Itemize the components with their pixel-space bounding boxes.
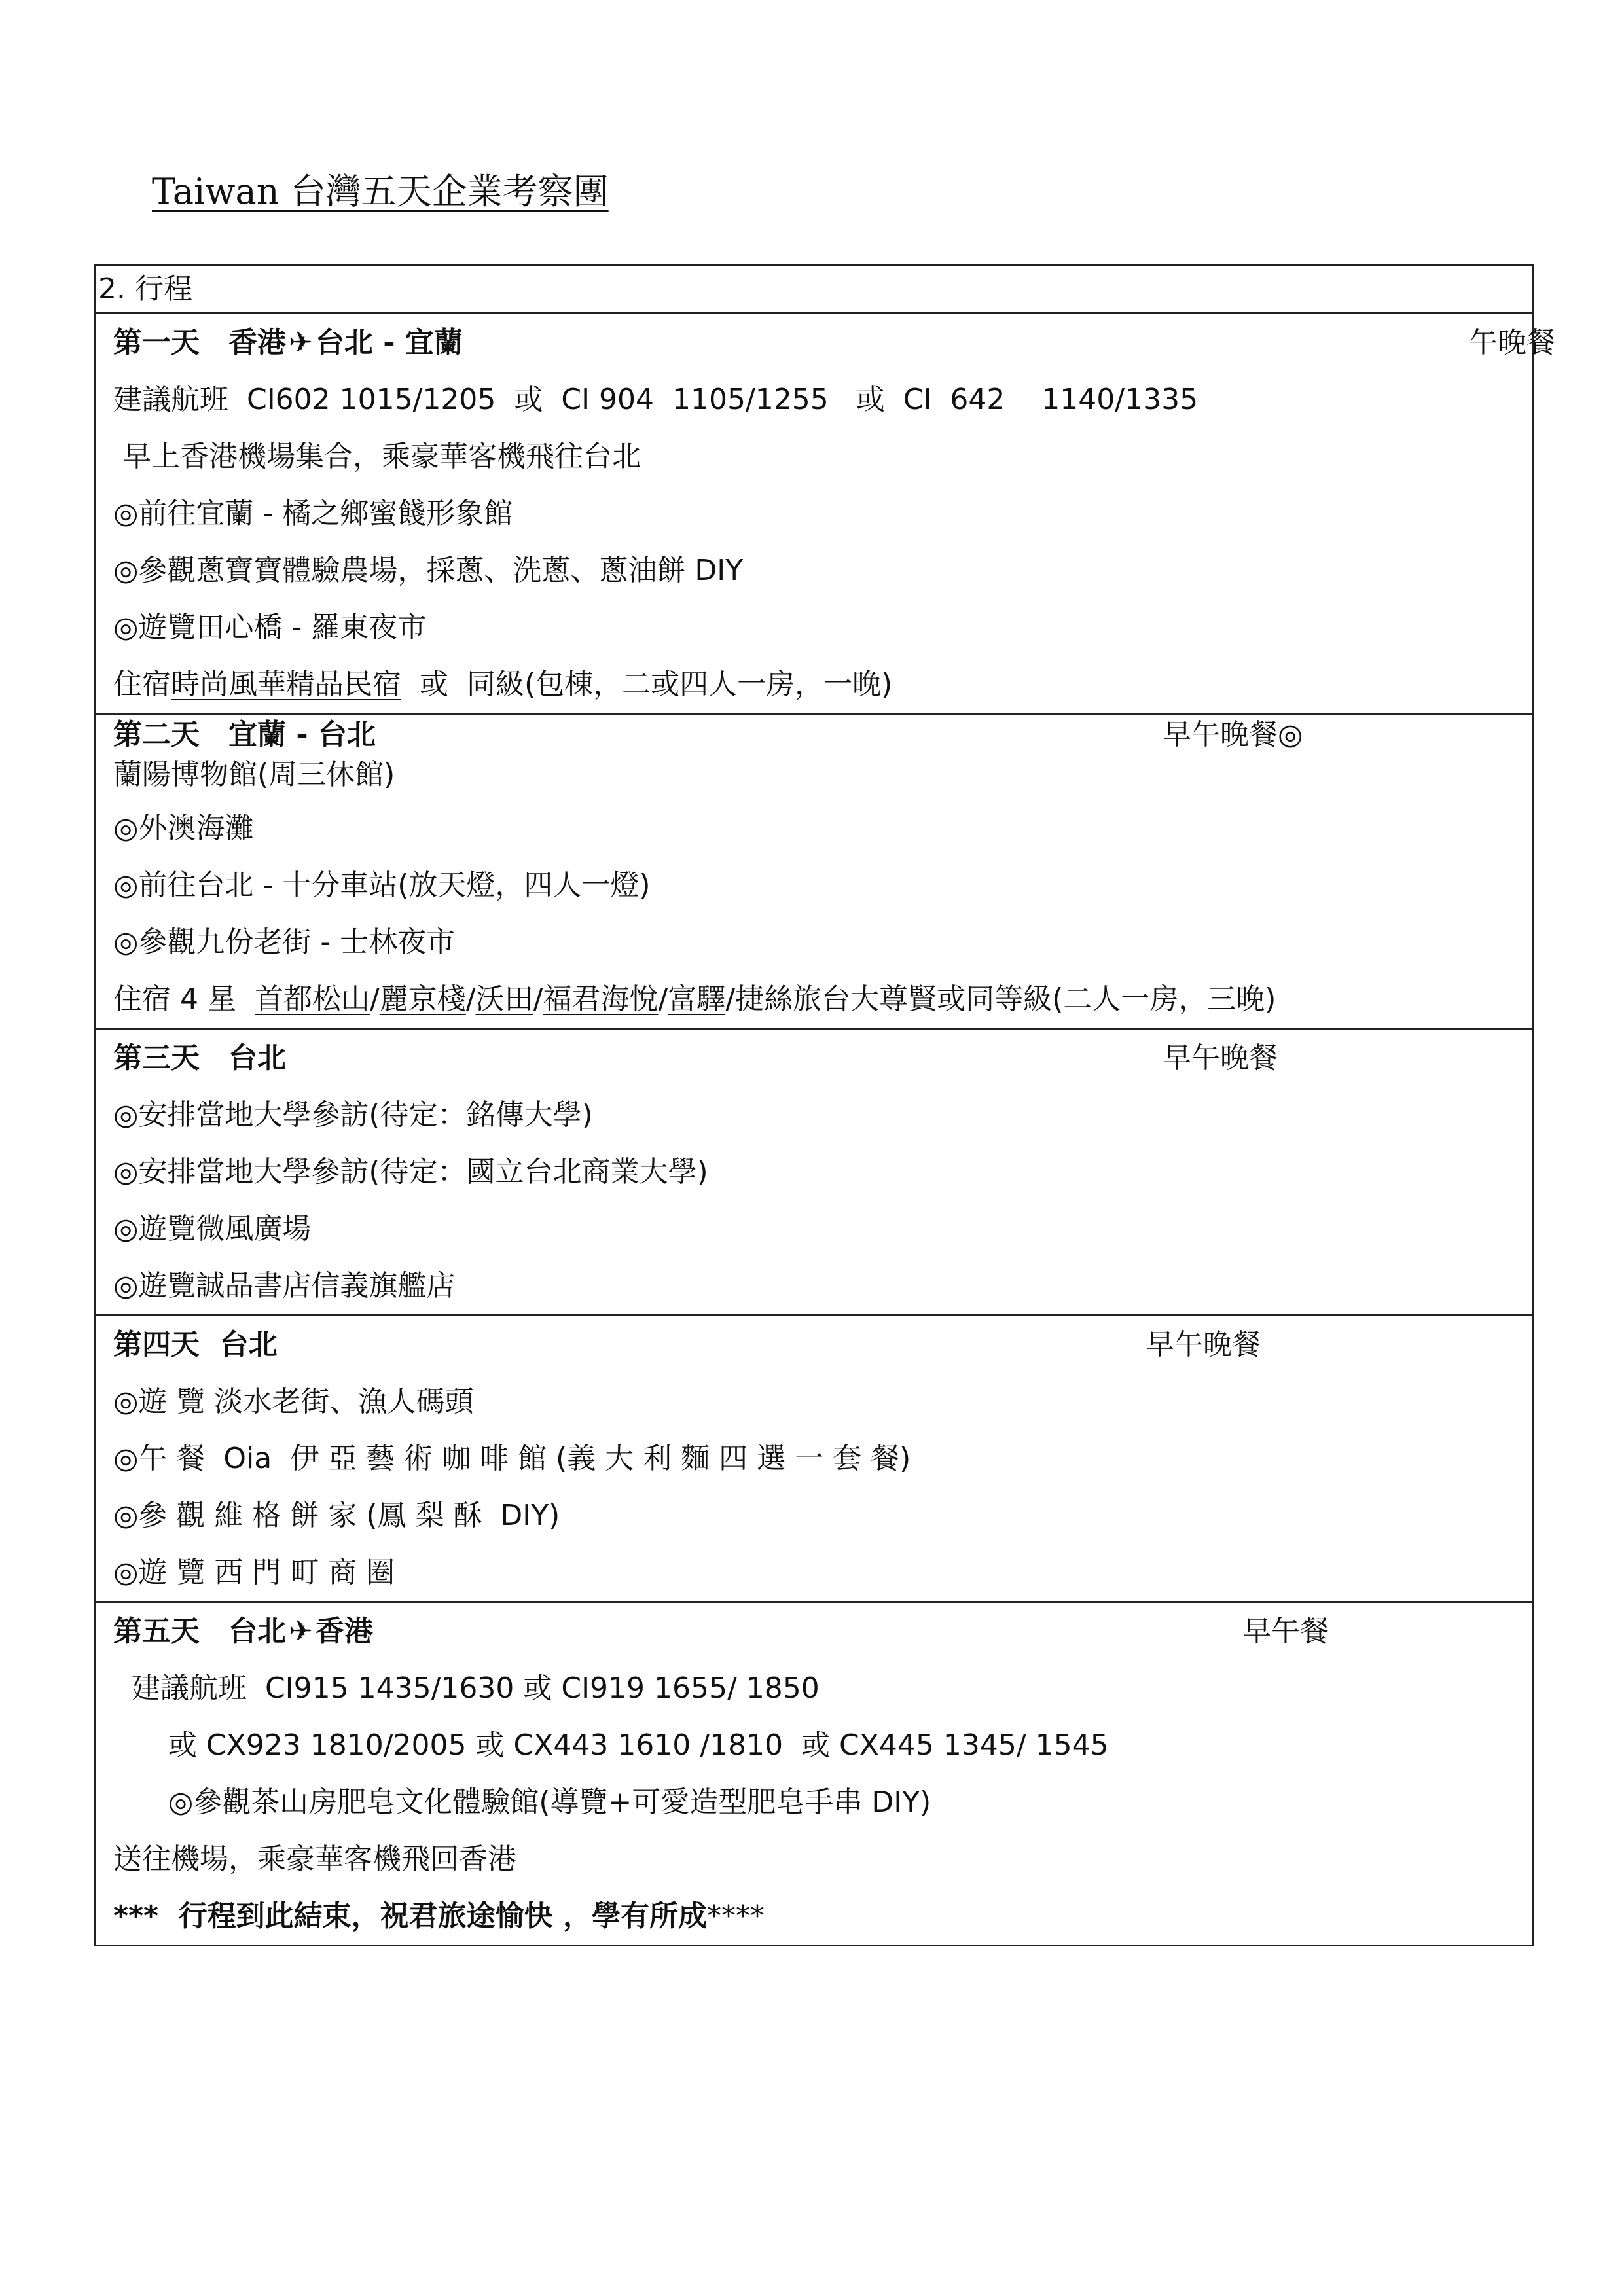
day-3 [96,1030,1532,1316]
closing-text: *** 行程到此結束，祝君旅途愉快 ，學有所成 [113,1899,707,1933]
separator: / [658,982,668,1016]
day-4-heading [96,1316,1532,1373]
day-5-line-4: 送往機場，乘豪華客機飛回香港 [113,1842,516,1876]
day-3-line-1: ◎安排當地大學參訪(待定：銘傳大學) [113,1098,593,1132]
day-2-line-3: ◎前往台北 - 十分車站(放天燈，四人一燈) [113,869,651,902]
day-3-line-4: ◎遊覽誠品書店信義旗艦店 [113,1269,456,1302]
day-4-line-1: ◎遊 覽 淡水老街、漁人碼頭 [113,1385,474,1418]
day-2-stay-pre: 住宿 4 星 [113,982,255,1016]
day-2-hotel-4: 福君海悅 [543,982,659,1016]
day-1-line-3: ◎前往宜蘭 - 橘之鄉蜜餞形象館 [113,497,513,530]
day-2-title: 第二天 宜蘭 - 台北 [113,718,376,751]
day-2-hotel-2: 麗京棧 [379,982,466,1016]
separator: / [465,982,476,1016]
day-1-line-2: 早上香港機場集合，乘豪華客機飛往台北 [113,440,641,473]
day-1 [96,314,1555,715]
day-5-heading [96,1603,1532,1660]
day-1-line-1: 建議航班 CI602 1015/1205 或 CI 904 1105/1255 或 CI 642 1140/1335 [113,383,1199,416]
day-2-line-4: ◎參觀九份老街 - 士林夜市 [113,925,456,959]
day-5-line-3: ◎參觀茶山房肥皂文化體驗館(導覽+可愛造型肥皂手串 DIY) [113,1785,931,1819]
day-5 [96,1603,1532,1945]
day-2-stay [96,971,1532,1028]
day-2-heading [96,715,1532,755]
day-2-meals: 早午晚餐◎ [1163,718,1303,751]
day-1-meals: 午晚餐 [1469,326,1555,359]
day-5-title-part2: 香港 [315,1615,373,1648]
day-1-heading [96,314,1555,371]
day-2-hotel-5: 富驛 [668,982,726,1016]
day-4 [96,1316,1532,1603]
day-2-stay-post: /捷絲旅台大尊賢或同等級(二人一房，三晚) [725,982,1276,1016]
airplane-icon: ✈ [289,1615,313,1648]
day-1-title-part1: 第一天 香港 [113,326,286,359]
day-2-hotel-1: 首都松山 [254,982,370,1016]
document-title: Taiwan 台灣五天企業考察團 [152,171,609,212]
separator: / [369,982,380,1016]
itinerary-table [94,264,1555,1946]
day-2 [96,715,1532,1030]
separator: / [533,982,543,1016]
day-1-hotel: 時尚風華精品民宿 [171,668,401,701]
day-4-line-3: ◎參 觀 維 格 餅 家 (鳳 梨 酥 DIY) [113,1499,560,1532]
day-2-line-1: 蘭陽博物館(周三休館) [113,758,395,791]
day-3-heading [96,1030,1532,1086]
day-4-meals: 早午晚餐 [1146,1328,1261,1361]
day-2-hotel-3: 沃田 [475,982,533,1016]
day-1-stay-pre: 住宿 [113,668,171,701]
day-3-line-3: ◎遊覽微風廣場 [113,1212,312,1246]
day-1-stay-post: 或 同級(包棟，二或四人一房，一晚) [401,668,893,701]
closing-line [96,1888,1532,1945]
day-1-stay [96,656,1532,713]
day-3-line-2: ◎安排當地大學參訪(待定：國立台北商業大學) [113,1155,708,1189]
day-5-line-1: 建議航班 CI915 1435/1630 或 CI919 1655/ 1850 [113,1672,820,1705]
day-4-title: 第四天 台北 [113,1328,278,1361]
day-5-line-2: 或 CX923 1810/2005 或 CX443 1610 /1810 或 CX445 1345/ 1545 [113,1729,1109,1762]
day-4-line-4: ◎遊 覽 西 門 町 商 圈 [113,1556,395,1589]
day-5-meals: 早午餐 [1242,1615,1329,1648]
day-3-title: 第三天 台北 [113,1041,286,1075]
day-5-title-part1: 第五天 台北 [113,1615,286,1648]
day-1-title-part2: 台北 - 宜蘭 [315,326,463,359]
day-4-line-2: ◎午 餐 Oia 伊 亞 藝 術 咖 啡 館 (義 大 利 麵 四 選 一 套 餐) [113,1442,911,1475]
day-1-line-4: ◎參觀蔥寶寶體驗農場，採蔥、洗蔥、蔥油餅 DIY [113,554,744,587]
day-1-line-5: ◎遊覽田心橋 - 羅東夜市 [113,611,427,644]
section-label: 2. 行程 [96,266,1532,314]
airplane-icon: ✈ [289,326,313,359]
closing-tail: **** [706,1899,765,1933]
day-2-line-2: ◎外澳海灘 [113,812,254,845]
day-3-meals: 早午晚餐 [1163,1041,1278,1075]
